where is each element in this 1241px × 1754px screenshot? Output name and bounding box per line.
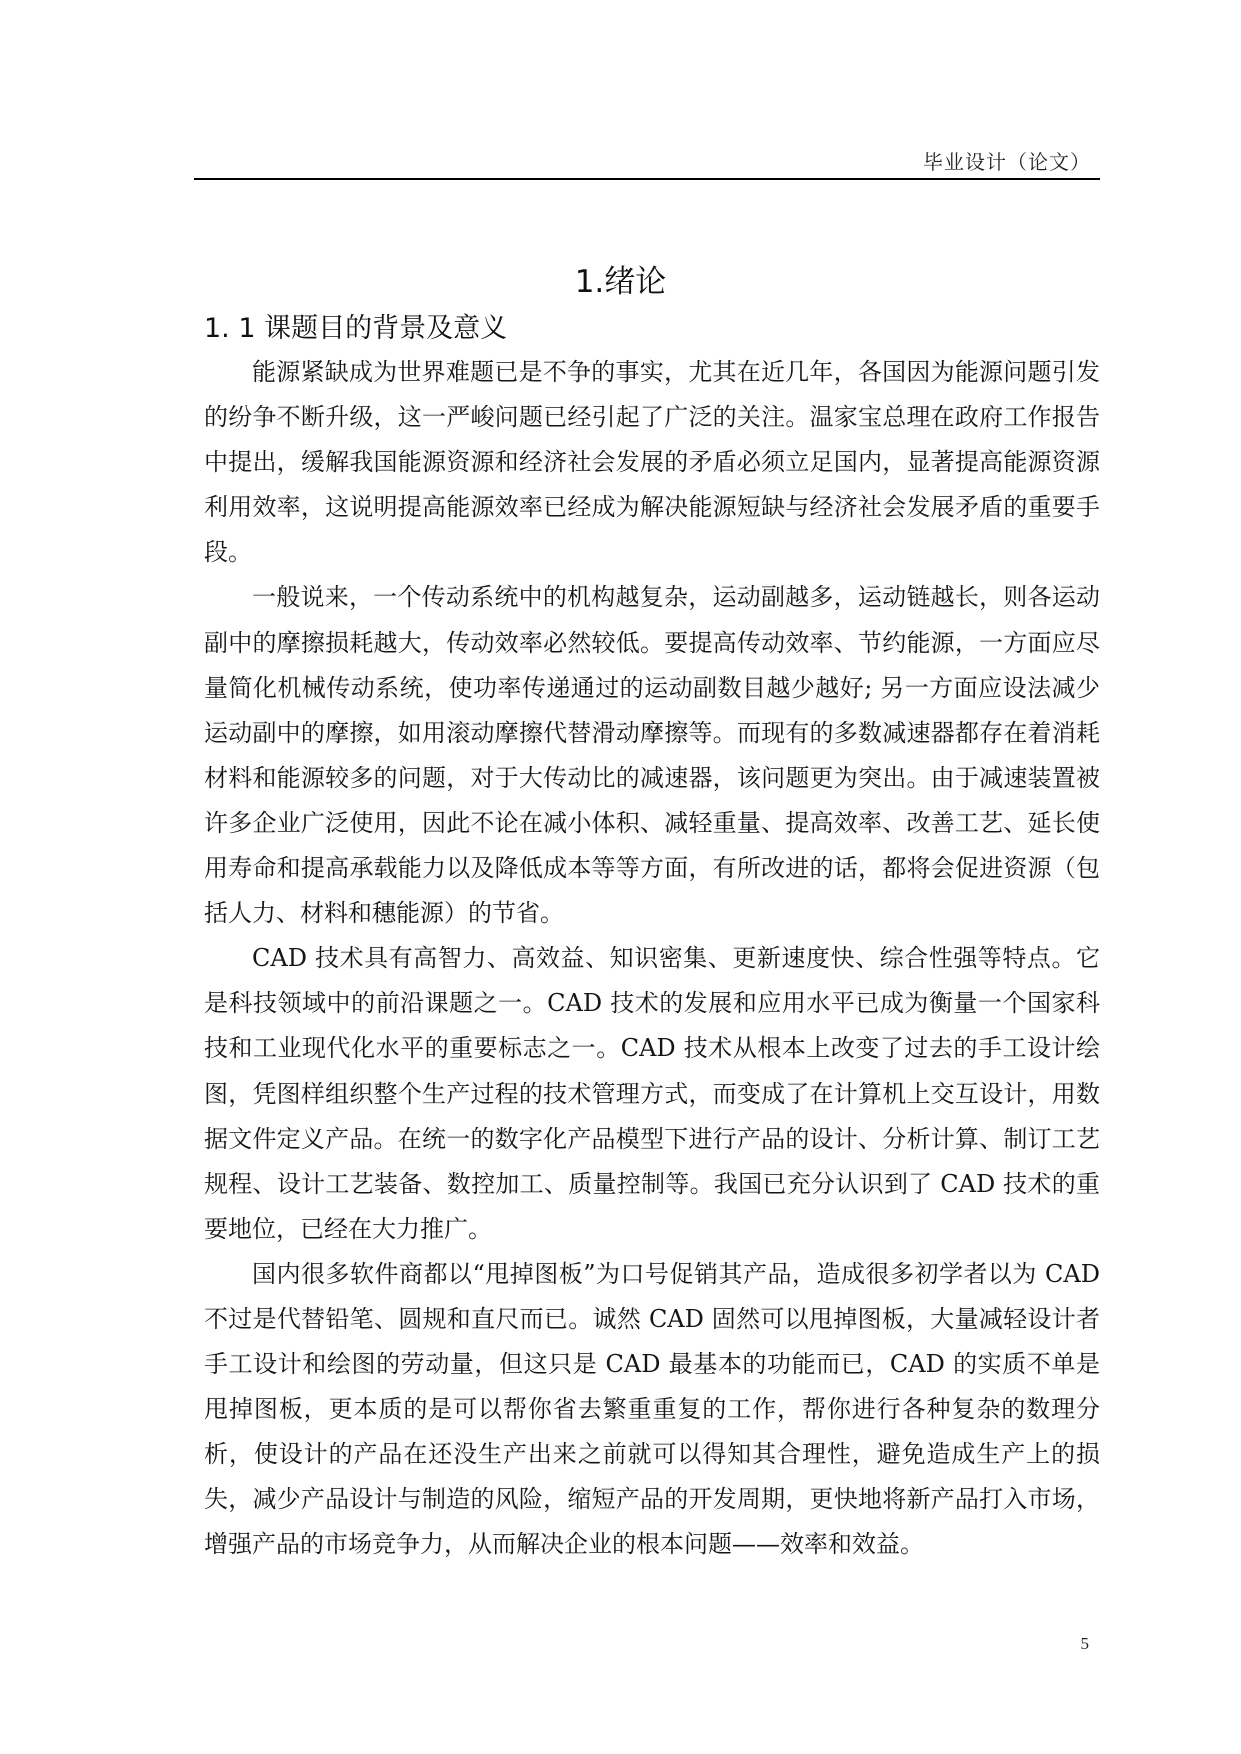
paragraph-energy: 能源紧缺成为世界难题已是不争的事实，尤其在近几年，各国因为能源问题引发的纷争不断升级，这一严峻问题已经引起了广泛的关注。温家宝总理在政府工作报告中提出，缓解我国能源资源和经济社会发展的矛盾必须立足国内，显著提高能源资源利用效率，这说明提高能源效率已经成为解决能源短缺与经济社会发展矛盾的重要手段。 xyxy=(204,358,1100,567)
header-rule xyxy=(194,178,1100,180)
paragraph-cad-technology: CAD 技术具有高智力、高效益、知识密集、更新速度快、综合性强等特点。它是科技领域中的前沿课题之一。CAD 技术的发展和应用水平已成为衡量一个国家科技和工业现代化水平的重要标志之一。CAD 技术从根本上改变了过去的手工设计绘图，凭图样组织整个生产过程的技术管理方式，而变成了在计算机上交互设计，用数据文件定义产品。在统一的数字化产品模型下进行产品的设计、分析计算、制订工艺规程、设计工艺装备、数控加工、质量控制等。我国已充分认识到了 CAD 技术的重要地位，已经在大力推广。 xyxy=(204,944,1100,1243)
page-number: 5 xyxy=(1080,1634,1089,1653)
body-text xyxy=(204,350,1100,1568)
running-header: 毕业设计（论文） xyxy=(923,150,1091,174)
paragraph-cad-software: 国内很多软件商都以“甩掉图板”为口号促销其产品，造成很多初学者以为 CAD 不过是代替铅笔、圆规和直尺而已。诚然 CAD 固然可以甩掉图板，大量减轻设计者手工设计和绘图的劳动量，但这只是 CAD 最基本的功能而已，CAD 的实质不单是甩掉图板，更本质的是可以帮你省去繁重重复的工作，帮你进行各种复杂的数理分析，使设计的产品在还没生产出来之前就可以得知其合理性，避免造成生产上的损失，减少产品设计与制造的风险，缩短产品的开发周期，更快地将新产品打入市场，增强产品的市场竞争力，从而解决企业的根本问题——效率和效益。 xyxy=(204,1259,1100,1559)
chapter-title: 1.绪论 xyxy=(574,264,667,300)
paragraph-transmission: 一般说来，一个传动系统中的机构越复杂，运动副越多，运动链越长，则各运动副中的摩擦损耗越大，传动效率必然较低。要提高传动效率、节约能源，一方面应尽量简化机械传动系统，使功率传递通过的运动副数目越少越好; 另一方面应设法减少运动副中的摩擦，如用滚动摩擦代替滑动摩擦等。而现有的多数减速器都存在着消耗材料和能源较多的问题，对于大传动比的减速器，该问题更为突出。由于减速装置被许多企业广泛使用，因此不论在减小体积、减轻重量、提高效率、改善工艺、延长使用寿命和提高承载能力以及降低成本等等方面，有所改进的话，都将会促进资源（包括人力、材料和穗能源）的节省。 xyxy=(204,583,1100,928)
section-heading: 1. 1 课题目的背景及意义 xyxy=(204,313,508,344)
